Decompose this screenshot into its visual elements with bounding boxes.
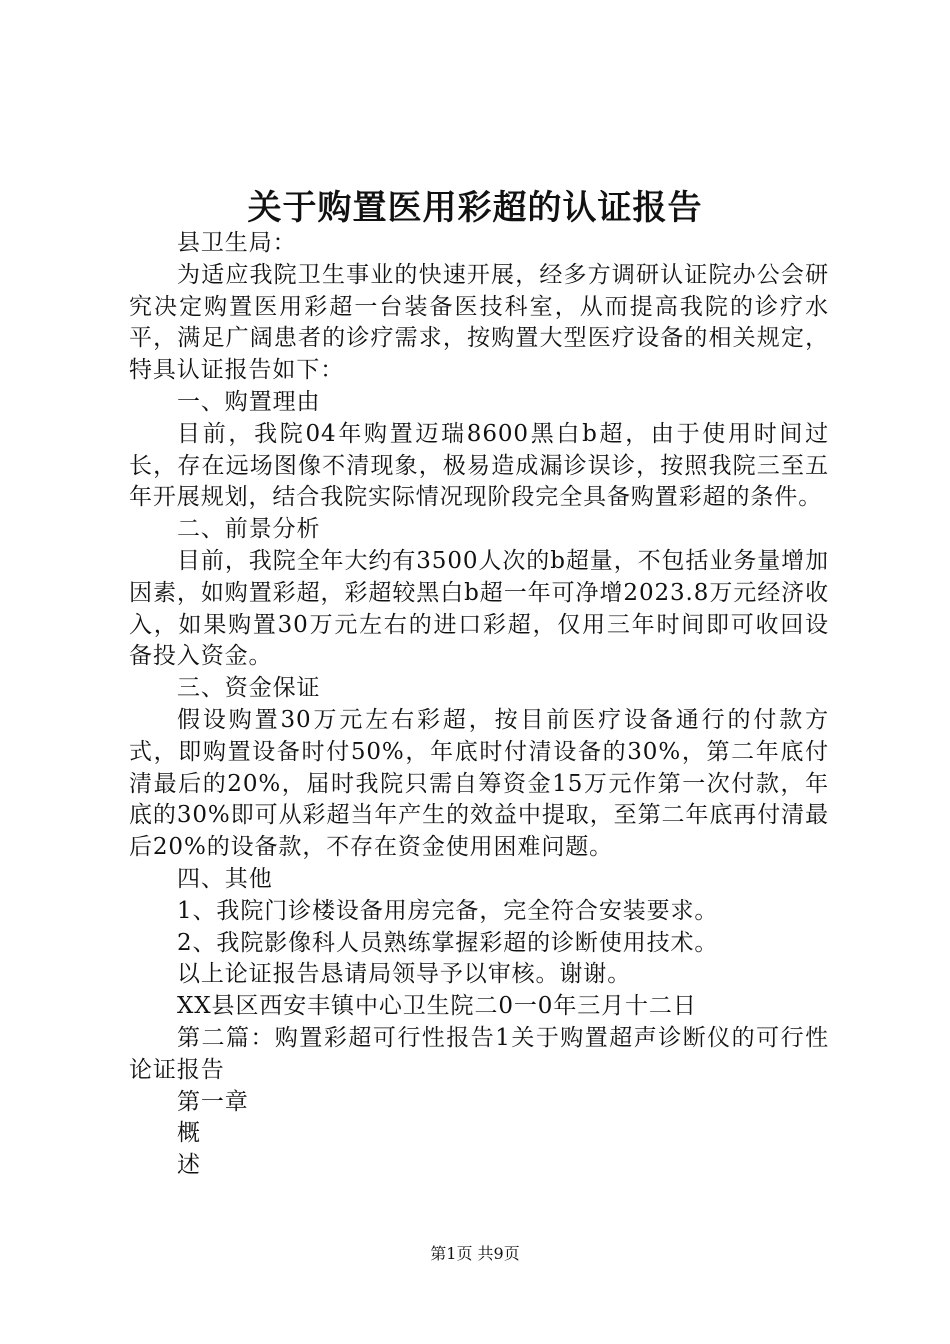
list-item: 2、我院影像科人员熟练掌握彩超的诊断使用技术。 <box>177 929 719 956</box>
signature-line: XX县区西安丰镇中心卫生院二0一0年三月十二日 <box>177 993 697 1020</box>
section-heading-prospect: 二、前景分析 <box>177 516 321 543</box>
section-heading-funding: 三、资金保证 <box>177 675 321 702</box>
section-body-reason: 目前，我院04年购置迈瑞8600黑白b超，由于使用时间过长，存在远场图像不清现象，极易造成漏诊误诊，按照我院三至五年开展规划，结合我院实际情况现阶段完全具备购置彩超的条件。 <box>129 420 829 511</box>
section-heading-other: 四、其他 <box>177 865 273 892</box>
intro-paragraph: 为适应我院卫生事业的快速开展，经多方调研认证院办公会研究决定购置医用彩超一台装备医技科室，从而提高我院的诊疗水平，满足广阔患者的诊疗需求，按购置大型医疗设备的相关规定，特具认证报告如下： <box>129 261 829 384</box>
section-body-prospect: 目前，我院全年大约有3500人次的b超量，不包括业务量增加因素，如购置彩超，彩超较黑白b超一年可净增2023.8万元经济收入，如果购置30万元左右的进口彩超，仅用三年时间即可收回设备投入资金。 <box>129 547 829 670</box>
chapter-title-char: 概 <box>177 1120 201 1147</box>
addressee: 县卫生局： <box>177 230 297 256</box>
section-heading-reason: 一、购置理由 <box>177 388 321 415</box>
page-footer: 第1页 共9页 <box>430 1244 520 1263</box>
document-body <box>129 228 829 1182</box>
chapter-title-char: 述 <box>177 1152 201 1179</box>
closing-line: 以上论证报告恳请局领导予以审核。谢谢。 <box>177 961 632 988</box>
document-title: 关于购置医用彩超的认证报告 <box>247 188 703 228</box>
chapter-heading: 第一章 <box>177 1088 249 1115</box>
section-body-funding: 假设购置30万元左右彩超，按目前医疗设备通行的付款方式，即购置设备时付50%，年底时付清设备的30%，第二年底付清最后的20%，届时我院只需自筹资金15万元作第一次付款，年底的30%即可从彩超当年产生的效益中提取，至第二年底再付清最后20%的设备款，不存在资金使用困难问题。 <box>129 706 829 861</box>
list-item: 1、我院门诊楼设备用房完备，完全符合安装要求。 <box>177 897 719 924</box>
next-part-title: 第二篇：购置彩超可行性报告1关于购置超声诊断仪的可行性论证报告 <box>129 1024 829 1083</box>
